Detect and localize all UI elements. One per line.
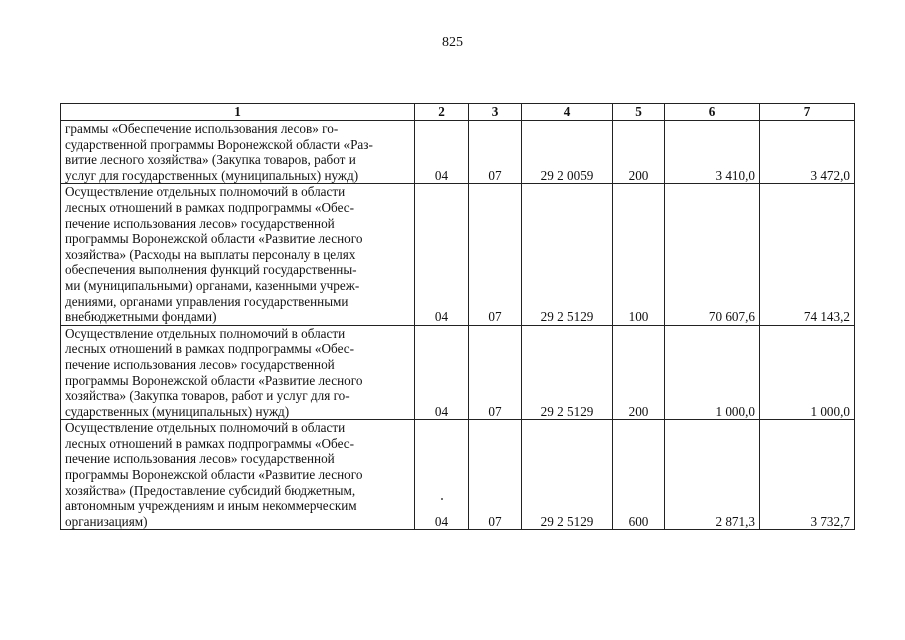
description-line: услуг для государственных (муниципальных) нужд) [65,167,359,183]
description-line: лесных отношений в рамках подпрограммы «Обес- [65,435,355,451]
subsection-code: 07 [469,184,522,325]
description-line: печение использования лесов» государственной [65,215,335,231]
description-line: автономным учреждениям и иным некоммерческим [65,498,357,514]
row-description [61,420,415,530]
table-row [61,325,855,420]
header-col-5: 5 [613,104,665,121]
description-line: организациям) [65,513,148,529]
target-article-code: 29 2 5129 [522,325,613,420]
description-line: печение использования лесов» государственной [65,451,335,467]
description-line: ми (муниципальными) органами, казенными учреж- [65,277,360,293]
description-line: Осуществление отдельных полномочий в области [65,420,346,436]
header-col-6: 6 [665,104,760,121]
description-line: хозяйства» (Предоставление субсидий бюджетным, [65,482,356,498]
expense-type-code: 100 [613,184,665,325]
budget-table [60,103,855,530]
description-line: Осуществление отдельных полномочий в области [65,325,346,341]
description-line: программы Воронежской области «Развитие лесного [65,231,363,247]
amount-year-1: 3 410,0 [665,121,760,184]
amount-year-2: 74 143,2 [760,184,855,325]
description-line: дениями, органами управления государственными [65,293,349,309]
section-code: 04 [415,184,469,325]
row-description [61,121,415,184]
header-col-4: 4 [522,104,613,121]
scan-speck [441,498,443,500]
amount-year-1: 70 607,6 [665,184,760,325]
description-line: печение использования лесов» государственной [65,356,335,372]
header-col-1: 1 [61,104,415,121]
description-line: витие лесного хозяйства» (Закупка товаров, работ и [65,152,356,168]
target-article-code: 29 2 5129 [522,420,613,530]
subsection-code: 07 [469,121,522,184]
description-line: Осуществление отдельных полномочий в области [65,184,346,200]
header-col-3: 3 [469,104,522,121]
target-article-code: 29 2 0059 [522,121,613,184]
description-line: лесных отношений в рамках подпрограммы «Обес- [65,199,355,215]
row-description [61,325,415,420]
table-row [61,420,855,530]
description-line: внебюджетными фондами) [65,309,217,325]
table-row [61,184,855,325]
description-line: граммы «Обеспечение использования лесов» го- [65,121,339,136]
header-col-7: 7 [760,104,855,121]
section-code: 04 [415,420,469,530]
description-line: программы Воронежской области «Развитие лесного [65,372,363,388]
amount-year-2: 3 472,0 [760,121,855,184]
page-number: 825 [442,35,463,50]
amount-year-2: 3 732,7 [760,420,855,530]
target-article-code: 29 2 5129 [522,184,613,325]
section-code: 04 [415,325,469,420]
header-col-2: 2 [415,104,469,121]
table-header-row [61,104,855,121]
description-line: сударственных (муниципальных) нужд) [65,403,290,419]
expense-type-code: 600 [613,420,665,530]
row-description [61,184,415,325]
description-line: обеспечения выполнения функций государственны- [65,262,357,278]
description-line: хозяйства» (Закупка товаров, работ и услуг для го- [65,388,350,404]
table-row [61,121,855,184]
expense-type-code: 200 [613,121,665,184]
section-code: 04 [415,121,469,184]
subsection-code: 07 [469,325,522,420]
description-line: лесных отношений в рамках подпрограммы «Обес- [65,341,355,357]
description-line: программы Воронежской области «Развитие лесного [65,467,363,483]
amount-year-1: 2 871,3 [665,420,760,530]
amount-year-1: 1 000,0 [665,325,760,420]
subsection-code: 07 [469,420,522,530]
description-line: хозяйства» (Расходы на выплаты персоналу в целях [65,246,356,262]
expense-type-code: 200 [613,325,665,420]
amount-year-2: 1 000,0 [760,325,855,420]
description-line: сударственной программы Воронежской области «Раз- [65,136,373,152]
